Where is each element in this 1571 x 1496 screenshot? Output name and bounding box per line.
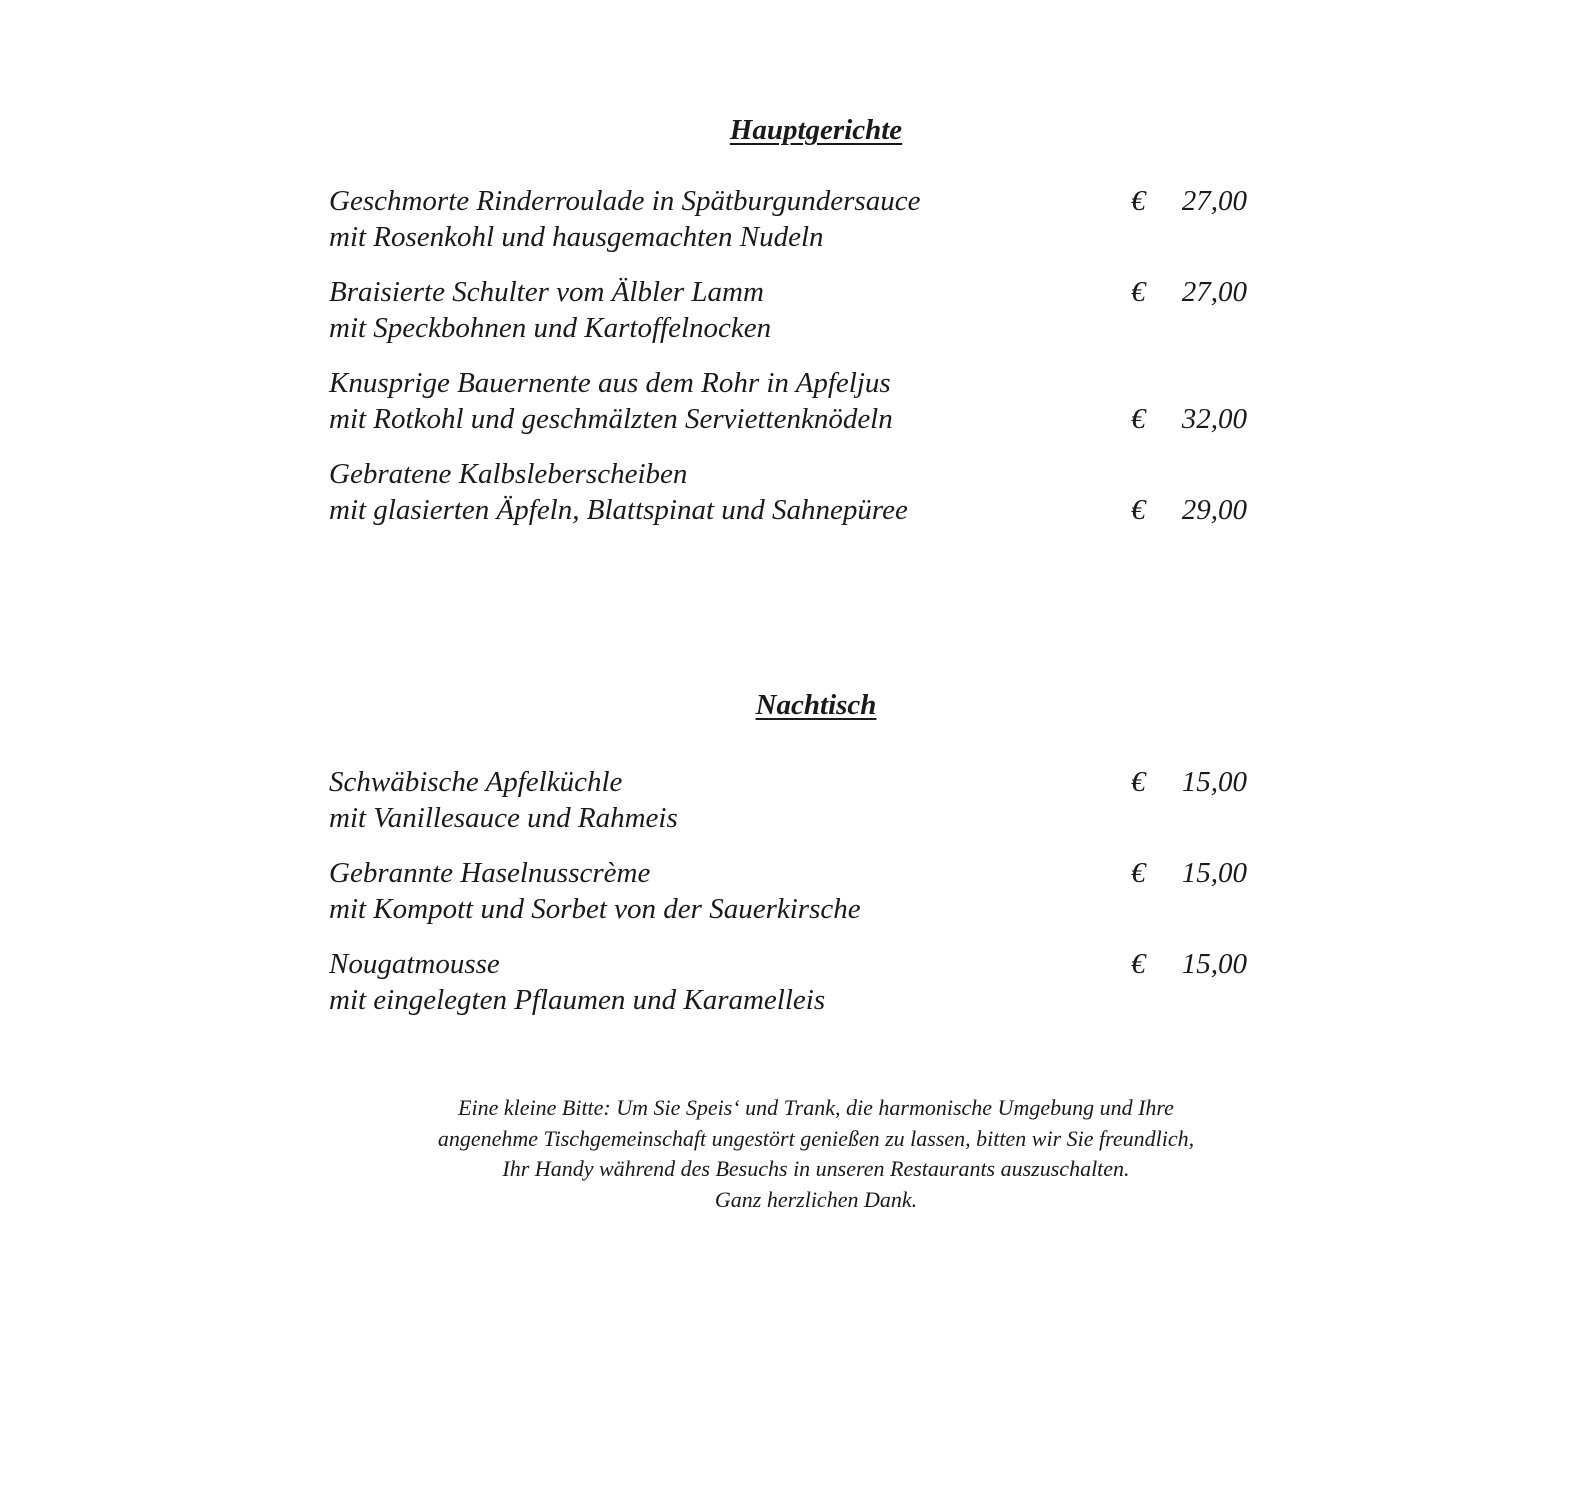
- dish-price: [1131, 183, 1249, 219]
- currency-symbol: €: [1131, 494, 1146, 526]
- price-amount: 27,00: [1181, 276, 1247, 308]
- menu-item: [329, 456, 1259, 528]
- currency-symbol: €: [1131, 185, 1146, 217]
- dish-description: mit glasierten Äpfeln, Blattspinat und Sahnepüree: [329, 494, 908, 526]
- guest-note: [0, 1093, 1571, 1215]
- price-amount: 15,00: [1181, 766, 1247, 798]
- note-line: Ihr Handy während des Besuchs in unseren Restaurants auszuschalten.: [502, 1156, 1130, 1181]
- dish-name: Schwäbische Apfelküchle: [329, 766, 623, 798]
- currency-symbol: €: [1131, 276, 1146, 308]
- dish-price: [1131, 274, 1249, 310]
- price-amount: 32,00: [1181, 403, 1247, 435]
- note-line: Eine kleine Bitte: Um Sie Speis‘ und Trank, die harmonische Umgebung und Ihre: [458, 1095, 1174, 1120]
- main-dishes-title: Hauptgerichte: [729, 114, 903, 146]
- dish-description: mit eingelegten Pflaumen und Karamelleis: [329, 984, 826, 1016]
- dish-name: Braisierte Schulter vom Älbler Lamm: [329, 276, 764, 308]
- currency-symbol: €: [1131, 857, 1146, 889]
- dish-price: [1131, 492, 1249, 528]
- menu-item: [329, 274, 1259, 346]
- menu-item: [329, 365, 1259, 437]
- price-amount: 29,00: [1181, 494, 1247, 526]
- dish-description: mit Rosenkohl und hausgemachten Nudeln: [329, 221, 824, 253]
- dish-name: Knusprige Bauernente aus dem Rohr in Apfeljus: [329, 367, 891, 399]
- price-amount: 15,00: [1181, 948, 1247, 980]
- dish-description: mit Speckbohnen und Kartoffelnocken: [329, 312, 772, 344]
- desserts-title: Nachtisch: [755, 689, 877, 721]
- price-amount: 27,00: [1181, 185, 1247, 217]
- dish-price: [1131, 855, 1249, 891]
- dish-description: mit Vanillesauce und Rahmeis: [329, 802, 678, 834]
- currency-symbol: €: [1131, 766, 1146, 798]
- dish-name: Gebratene Kalbsleberscheiben: [329, 458, 688, 490]
- dish-description: mit Kompott und Sorbet von der Sauerkirsche: [329, 893, 861, 925]
- dish-description: mit Rotkohl und geschmälzten Serviettenknödeln: [329, 403, 893, 435]
- menu-item: [329, 764, 1259, 836]
- currency-symbol: €: [1131, 403, 1146, 435]
- dish-name: Geschmorte Rinderroulade in Spätburgundersauce: [329, 185, 921, 217]
- note-line: Ganz herzlichen Dank.: [714, 1186, 918, 1212]
- note-line: angenehme Tischgemeinschaft ungestört genießen zu lassen, bitten wir Sie freundlich,: [437, 1125, 1195, 1151]
- dish-price: [1131, 401, 1249, 437]
- dish-price: [1131, 764, 1249, 800]
- dish-price: [1131, 946, 1249, 982]
- price-amount: 15,00: [1181, 857, 1247, 889]
- currency-symbol: €: [1131, 948, 1146, 980]
- dish-name: Nougatmousse: [329, 948, 500, 980]
- menu-item: [329, 183, 1259, 255]
- menu-item: [329, 946, 1259, 1018]
- menu-item: [329, 855, 1259, 927]
- dish-name: Gebrannte Haselnusscrème: [329, 857, 651, 889]
